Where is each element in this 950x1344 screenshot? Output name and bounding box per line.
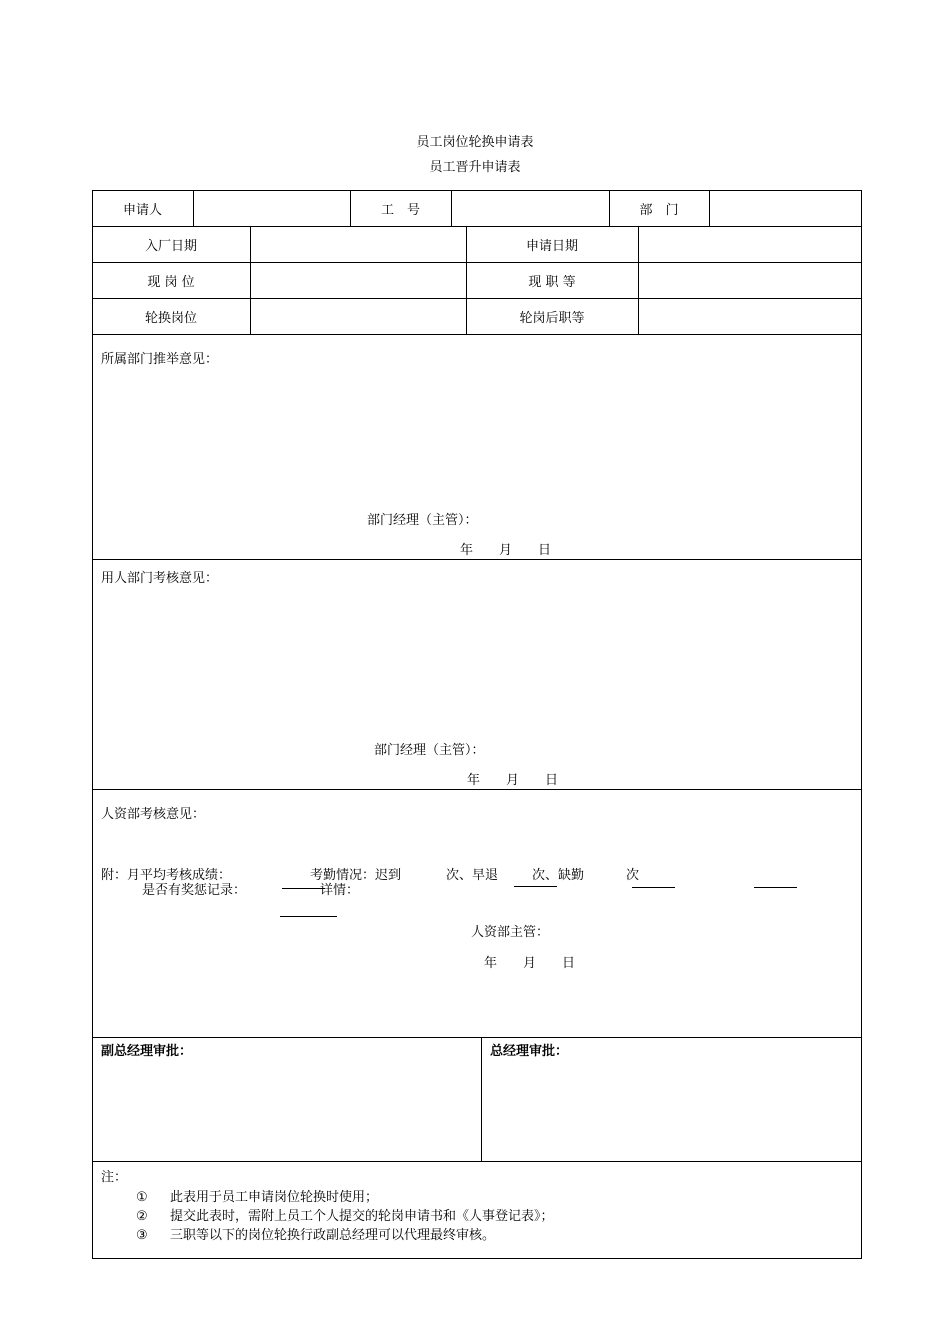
gm-approval-label: 总经理审批： [490, 1044, 569, 1059]
note-text: 此表用于员工申请岗位轮换时使用； [169, 1190, 378, 1205]
post-rotation-grade-label: 轮岗后职等 [519, 310, 585, 326]
note-item [136, 1186, 378, 1205]
note-item [136, 1224, 495, 1243]
attendance-early-label: 次、早退 [446, 868, 499, 883]
note-text: 提交此表时，需附上员工个人提交的轮岗申请书和《人事登记表》； [169, 1209, 554, 1224]
attendance-end-label: 次 [626, 868, 640, 883]
rotation-position-field[interactable] [250, 298, 466, 334]
monthly-score-blank[interactable] [282, 888, 325, 889]
post-rotation-grade-field[interactable] [638, 298, 862, 334]
current-position-field[interactable] [250, 262, 466, 298]
hr-assessment-date: 年 月 日 [484, 956, 576, 971]
hiring-manager-signature: 部门经理（主管）： [374, 743, 485, 758]
note-item [136, 1205, 553, 1224]
form-title: 员工岗位轮换申请表 [416, 135, 534, 150]
hiring-dept-heading: 用人部门考核意见： [101, 571, 219, 586]
dept-manager-signature: 部门经理（主管）： [367, 513, 478, 528]
hire-date-label: 入厂日期 [144, 238, 197, 254]
current-grade-field[interactable] [638, 262, 862, 298]
hire-date-field[interactable] [250, 226, 466, 262]
hr-supervisor-signature: 人资部主管： [471, 925, 550, 940]
early-count-blank[interactable] [632, 887, 675, 888]
dept-recommendation-heading: 所属部门推举意见： [101, 352, 219, 367]
hr-assessment-heading: 人资部考核意见： [101, 807, 206, 822]
note-marker: ③ [136, 1228, 148, 1243]
vp-approval-label: 副总经理审批： [101, 1044, 193, 1059]
note-marker: ② [136, 1209, 148, 1224]
rewards-record-blank[interactable] [280, 916, 337, 917]
attendance-late-label: 考勤情况：迟到 [310, 868, 402, 883]
department-field[interactable] [709, 190, 862, 226]
applicant-field[interactable] [193, 190, 350, 226]
apply-date-field[interactable] [638, 226, 862, 262]
details-label: 详情： [320, 883, 360, 898]
rewards-record-label: 是否有奖惩记录： [142, 883, 247, 898]
current-grade-label: 现 职 等 [528, 274, 576, 290]
hiring-dept-date: 年 月 日 [467, 773, 559, 788]
employee-id-label: 工 号 [380, 202, 420, 218]
apply-date-label: 申请日期 [525, 238, 578, 254]
monthly-score-label: 附：月平均考核成绩： [101, 868, 232, 883]
attendance-absent-label: 次、缺勤 [532, 868, 585, 883]
current-position-label: 现 岗 位 [147, 274, 195, 290]
employee-id-field[interactable] [451, 190, 609, 226]
late-count-blank[interactable] [514, 886, 557, 887]
note-marker: ① [136, 1190, 148, 1205]
absent-count-blank[interactable] [754, 887, 797, 888]
dept-recommendation-date: 年 月 日 [460, 543, 552, 558]
form-subtitle: 员工晋升申请表 [429, 160, 521, 175]
department-label: 部 门 [639, 202, 679, 218]
notes-heading: 注： [101, 1170, 128, 1185]
applicant-label: 申请人 [122, 202, 162, 218]
rotation-position-label: 轮换岗位 [144, 310, 197, 326]
note-text: 三职等以下的岗位轮换行政副总经理可以代理最终审核。 [169, 1228, 495, 1243]
